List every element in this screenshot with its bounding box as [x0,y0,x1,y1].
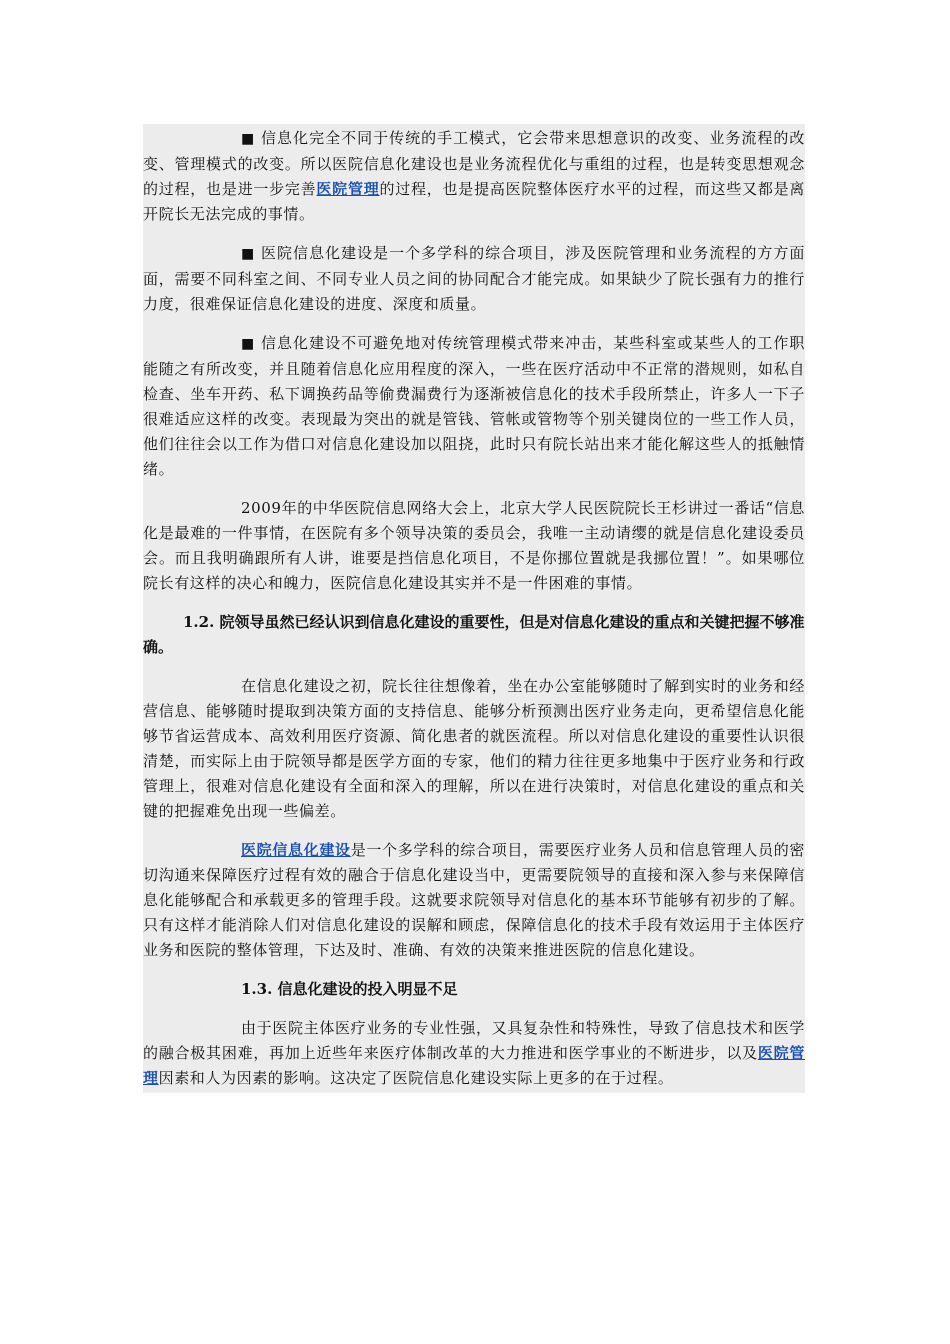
hospital-management-link[interactable]: 医院管理 [316,180,380,198]
paragraph-1-text-a: 信息化完全不同于传统的手工模式，它会带来思想意识的改变、业务流程的改变、管理模式的改变。所以医院信息化建设也是业务流程优化与重组的过程，也是转变思想观念的过程，也是进一步完善 [143,129,806,198]
paragraph-5-text: 在信息化建设之初，院长往往想像着，坐在办公室能够随时了解到实时的业务和经营信息、能够随时提取到决策方面的支持信息、能够分析预测出医疗业务走向，更希望信息化能够节省运营成本、高效利用医疗资源、简化患者的就医流程。所以对信息化建设的重要性认识很清楚，而实际上由于院领导都是医学方面的专家，他们的精力往往更多地集中于医疗业务和行政管理上，很难对信息化建设有全面和深入的理解，所以在进行决策时，对信息化建设的重点和关键的把握难免出现一些偏差。 [143,677,805,820]
paragraph-6-text: 是一个多学科的综合项目，需要医疗业务人员和信息管理人员的密切沟通来保障医疗过程有效的融合于信息化建设当中，更需要院领导的直接和深入参与来保障信息化能够配合和承载更多的管理手段。这就要求院领导对信息化的基本环节能够有初步的了解。只有这样才能消除人们对信息化建设的误解和顾虑，保障信息化的技术手段有效运用于主体医疗业务和医院的整体管理，下达及时、准确、有效的决策来推进医院的信息化建设。 [143,841,806,959]
paragraph-5 [143,674,805,838]
paragraph-1 [143,124,805,241]
paragraph-4-text: 2009年的中华医院信息网络大会上，北京大学人民医院院长王杉讲过一番话“信息化是最难的一件事情，在医院有多个领导决策的委员会，我唯一主动请缨的就是信息化建设委员会。而且我明确跟所有人讲，谁要是挡信息化项目，不是你挪位置就是我挪位置！”。如果哪位院长有这样的决心和魄力，医院信息化建设其实并不是一件困难的事情。 [143,499,805,592]
paragraph-7-text-a: 由于医院主体医疗业务的专业性强，又具复杂性和特殊性，导致了信息技术和医学的融合极其困难，再加上近些年来医疗体制改革的大力推进和医学事业的不断进步，以及 [143,1019,805,1062]
section-heading-1-3 [143,977,805,1016]
paragraph-6 [143,838,805,977]
paragraph-3 [143,331,805,496]
hospital-informatization-link[interactable]: 医院信息化建设 [241,841,351,859]
square-bullet-icon: ■ [241,246,256,262]
section-heading-1-2 [143,610,805,674]
square-bullet-icon: ■ [241,336,256,352]
paragraph-3-text: 信息化建设不可避免地对传统管理模式带来冲击，某些科室或某些人的工作职能随之有所改变，并且随着信息化应用程度的深入，一些在医疗活动中不正常的潜规则，如私自检查、坐车开药、私下调换药品等偷费漏费行为逐渐被信息化的技术手段所禁止，许多人一下子很难适应这样的改变。表现最为突出的就是管钱、管帐或管物等个别关键岗位的一些工作人员，他们往往会以工作为借口对信息化建设加以阻挠，此时只有院长站出来才能化解这些人的抵触情绪。 [143,334,806,478]
document-body [143,124,805,1093]
paragraph-7-text-b: 因素和人为因素的影响。这决定了医院信息化建设实际上更多的在于过程。 [158,1069,674,1087]
paragraph-4 [143,496,805,610]
hospital-management-link[interactable]: 医院管理 [143,1044,805,1087]
paragraph-2 [143,241,805,331]
section-heading-1-2-text: 1.2. 院领导虽然已经认识到信息化建设的重要性，但是对信息化建设的重点和关键把握不够准确。 [143,613,805,656]
paragraph-1-text-b: 的过程，也是提高医院整体医疗水平的过程，而这些又都是离开院长无法完成的事情。 [143,180,805,223]
paragraph-7 [143,1016,805,1093]
square-bullet-icon: ■ [241,131,256,147]
section-heading-1-3-text: 1.3. 信息化建设的投入明显不足 [241,980,458,998]
paragraph-2-text: 医院信息化建设是一个多学科的综合项目，涉及医院管理和业务流程的方方面面，需要不同科室之间、不同专业人员之间的协同配合才能完成。如果缺少了院长强有力的推行力度，很难保证信息化建设的进度、深度和质量。 [143,244,806,313]
